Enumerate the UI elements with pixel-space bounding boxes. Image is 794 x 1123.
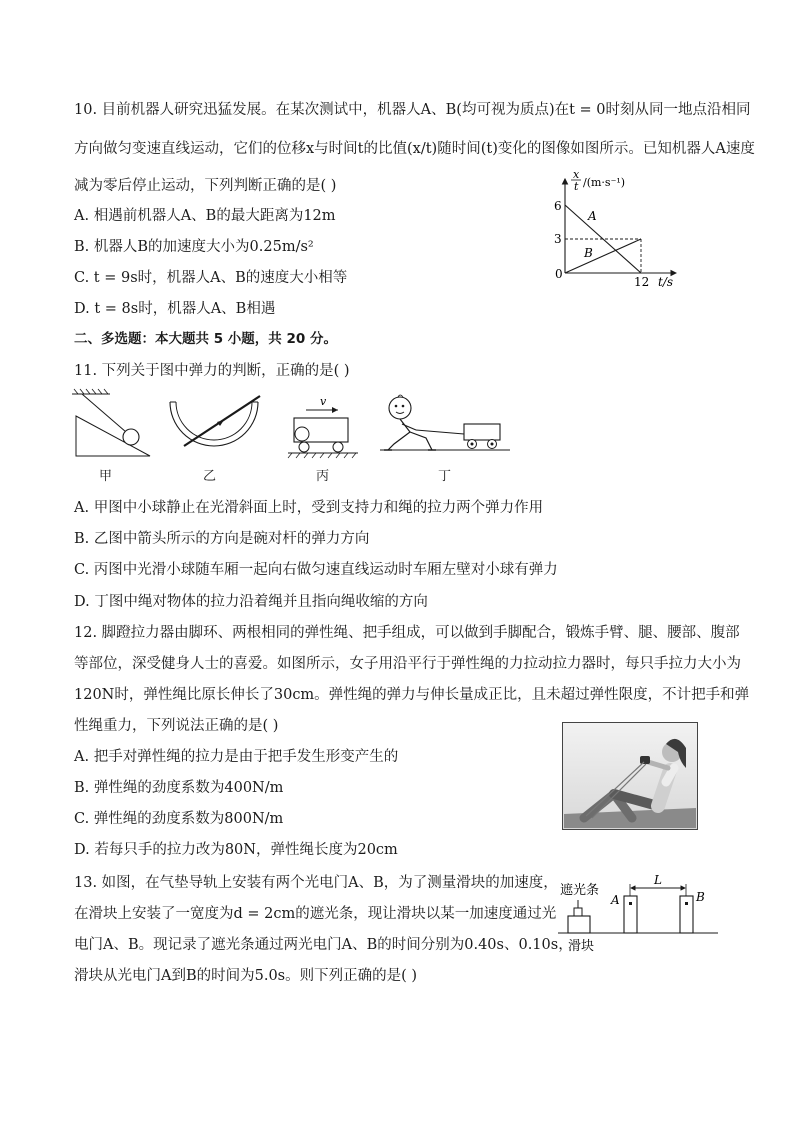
label-b: B <box>584 246 593 260</box>
q13-line2: 在滑块上安装了一宽度为d = 2cm的遮光条，现让滑块以某一加速度通过光 <box>74 906 557 922</box>
gate-a-label: A <box>611 893 620 907</box>
xlabel: t/s <box>658 275 674 289</box>
q12-option-a: A. 把手对弹性绳的拉力是由于把手发生形变产生的 <box>74 749 399 765</box>
shade-label: 遮光条 <box>560 883 600 898</box>
q11-option-a: A. 甲图中小球静止在光滑斜面上时，受到支持力和绳的拉力两个弹力作用 <box>74 500 544 516</box>
q11-stem: 11. 下列关于图中弹力的判断，正确的是( ) <box>74 363 350 379</box>
q10-line3: 减为零后停止运动，下列判断正确的是( ) <box>74 178 337 194</box>
label-a: A <box>588 209 597 223</box>
tick-x12: 12 <box>634 275 650 289</box>
q13-airtrack-figure <box>556 870 726 960</box>
tick-y6: 6 <box>554 199 562 213</box>
gate-b-label: B <box>696 890 705 904</box>
q10-option-d: D. t = 8s时，机器人A、B相遇 <box>74 301 276 317</box>
q11-figure-jia <box>70 388 156 462</box>
q10-line1: 10. 目前机器人研究迅猛发展。在某次测试中，机器人A、B(均可视为质点)在t = 0时刻从同一地点沿相同 <box>74 102 751 118</box>
line-b <box>565 239 641 273</box>
q13-line4: 滑块从光电门A到B的时间为5.0s。则下列正确的是( ) <box>74 968 418 984</box>
caption-yi: 乙 <box>203 469 217 484</box>
q13-line3: 电门A、B。现记录了遮光条通过两光电门A、B的时间分别为0.40s、0.10s， <box>74 937 573 953</box>
q12-line4: 性绳重力，下列说法正确的是( ) <box>74 718 279 734</box>
caption-bing: 丙 <box>316 469 330 484</box>
q10-option-c: C. t = 9s时，机器人A、B的速度大小相等 <box>74 270 348 286</box>
dist-l-label: L <box>654 873 662 887</box>
q12-line2: 等部位，深受健身人士的喜爱。如图所示，女子用沿平行于弹性绳的力拉动拉力器时，每只手拉力大小为 <box>74 656 741 672</box>
q11-figure-yi <box>164 392 264 464</box>
v-label: v <box>320 396 327 408</box>
q11-figure-ding <box>380 394 512 462</box>
q12-option-d: D. 若每只手的拉力改为80N，弹性绳长度为20cm <box>74 842 398 858</box>
q10-xt-graph <box>548 165 698 295</box>
q13-line1: 13. 如图，在气垫导轨上安装有两个光电门A、B，为了测量滑块的加速度， <box>74 875 558 891</box>
tick-y3: 3 <box>554 232 562 246</box>
ylabel-den: t <box>574 180 579 193</box>
q10-line2: 方向做匀变速直线运动，它们的位移x与时间t的比值(x/t)随时间(t)变化的图像如图所示。已知机器人A速度 <box>74 141 755 157</box>
caption-ding: 丁 <box>438 469 452 484</box>
q11-option-c: C. 丙图中光滑小球随车厢一起向右做匀速直线运动时车厢左壁对小球有弹力 <box>74 562 558 578</box>
q10-option-b: B. 机器人B的加速度大小为0.25m/s² <box>74 239 314 255</box>
caption-jia: 甲 <box>99 469 113 484</box>
q12-line3: 120N时，弹性绳比原长伸长了30cm。弹性绳的弹力与伸长量成正比，且未超过弹性限度，不计把手和弹 <box>74 687 750 703</box>
q12-option-c: C. 弹性绳的劲度系数为800N/m <box>74 811 284 827</box>
q12-photo-woman-exercising <box>562 722 698 830</box>
q12-option-b: B. 弹性绳的劲度系数为400N/m <box>74 780 284 796</box>
slider-label: 滑块 <box>568 939 595 954</box>
q11-figure-bing <box>284 396 364 462</box>
ylabel-unit: /(m·s⁻¹) <box>583 176 626 189</box>
q11-option-b: B. 乙图中箭头所示的方向是碗对杆的弹力方向 <box>74 531 370 547</box>
q11-option-d: D. 丁图中绳对物体的拉力沿着绳并且指向绳收缩的方向 <box>74 594 428 610</box>
q12-line1: 12. 脚蹬拉力器由脚环、两根相同的弹性绳、把手组成，可以做到手脚配合，锻炼手臂、腿、腰部、腹部 <box>74 625 740 641</box>
tick-origin: 0 <box>555 267 563 281</box>
q10-option-a: A. 相遇前机器人A、B的最大距离为12m <box>74 208 336 224</box>
section-title: 二、多选题：本大题共 5 小题，共 20 分。 <box>74 331 337 347</box>
ylabel-num: x <box>573 168 580 181</box>
